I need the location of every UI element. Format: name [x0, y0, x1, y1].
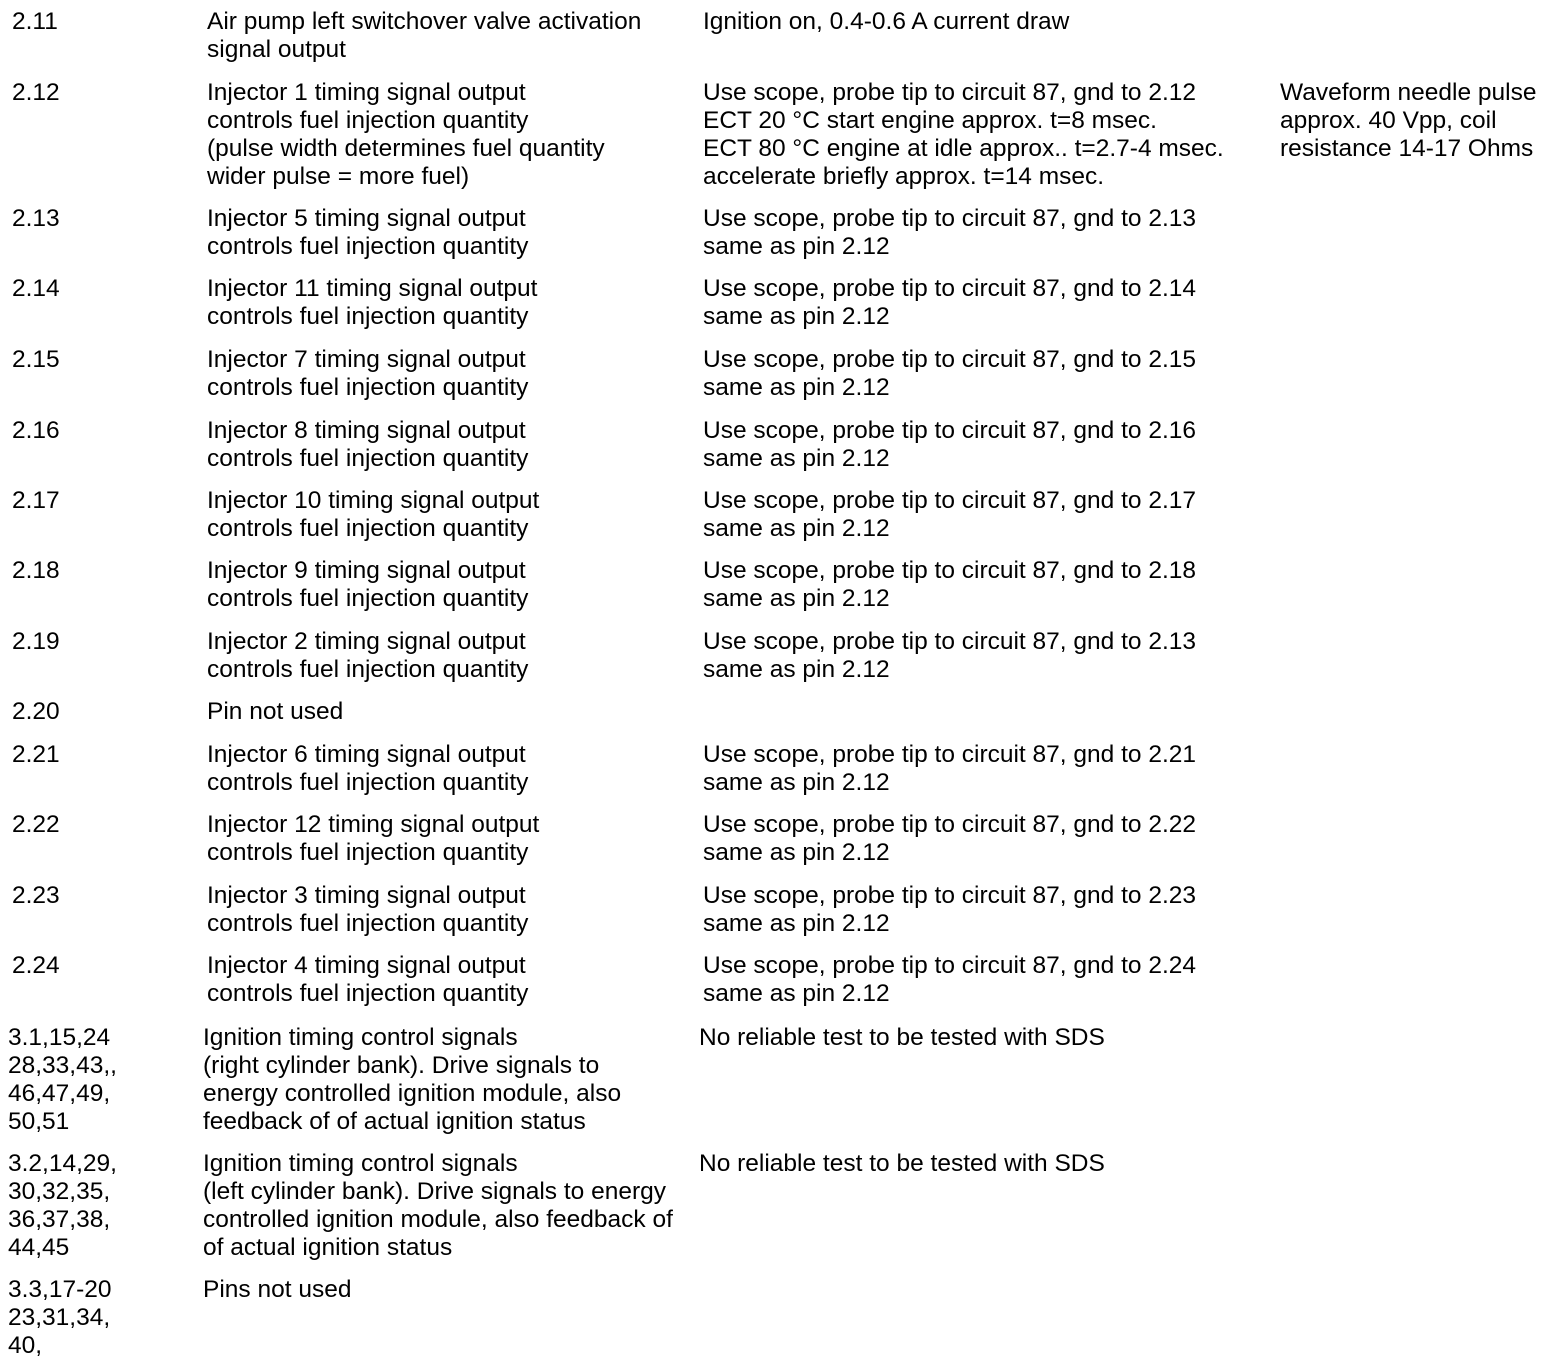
signal-description: Pin not used	[207, 698, 344, 725]
test-procedure: No reliable test to be tested with SDS	[699, 1024, 1105, 1051]
test-procedure: Use scope, probe tip to circuit 87, gnd to 2.21 same as pin 2.12	[703, 741, 1197, 796]
test-procedure: No reliable test to be tested with SDS	[699, 1150, 1105, 1177]
pin-number: 2.20	[12, 698, 60, 725]
pin-number: 2.24	[12, 952, 60, 979]
pin-number: 2.23	[12, 882, 60, 909]
signal-description: Injector 7 timing signal output controls fuel injection quantity	[207, 346, 529, 401]
signal-description: Injector 6 timing signal output controls fuel injection quantity	[207, 741, 529, 796]
signal-description: Ignition timing control signals (right cylinder bank). Drive signals to energy controlled ignition module, also feedback of of actual ignition status	[203, 1024, 622, 1135]
signal-description: Injector 3 timing signal output controls fuel injection quantity	[207, 882, 529, 937]
signal-description: Air pump left switchover valve activation signal output	[207, 8, 642, 63]
test-procedure: Use scope, probe tip to circuit 87, gnd to 2.17 same as pin 2.12	[703, 487, 1197, 542]
test-procedure: Use scope, probe tip to circuit 87, gnd to 2.13 same as pin 2.12	[703, 205, 1197, 260]
pin-number: 3.1,15,24 28,33,43,, 46,47,49, 50,51	[8, 1024, 117, 1135]
signal-description: Injector 10 timing signal output controls fuel injection quantity	[207, 487, 540, 542]
pin-number: 2.17	[12, 487, 60, 514]
signal-description: Injector 2 timing signal output controls fuel injection quantity	[207, 628, 529, 683]
pin-number: 3.3,17-20 23,31,34, 40,	[8, 1276, 112, 1359]
signal-description: Ignition timing control signals (left cylinder bank). Drive signals to energy controlled ignition module, also feedback of of actual ignition status	[203, 1150, 673, 1261]
test-procedure: Use scope, probe tip to circuit 87, gnd to 2.12 ECT 20 °C start engine approx. t=8 msec. ECT 80 °C engine at idle approx.. t=2.7-4 msec. accelerate briefly approx. t=14 msec.	[703, 79, 1224, 190]
signal-description: Injector 5 timing signal output controls fuel injection quantity	[207, 205, 529, 260]
test-procedure: Use scope, probe tip to circuit 87, gnd to 2.18 same as pin 2.12	[703, 557, 1197, 612]
test-procedure: Use scope, probe tip to circuit 87, gnd to 2.16 same as pin 2.12	[703, 417, 1197, 472]
test-procedure: Ignition on, 0.4-0.6 A current draw	[703, 8, 1070, 35]
pin-number: 2.15	[12, 346, 60, 373]
signal-description: Pins not used	[203, 1276, 352, 1303]
pin-number: 2.12	[12, 79, 60, 106]
pin-number: 2.14	[12, 275, 60, 302]
test-procedure: Use scope, probe tip to circuit 87, gnd to 2.24 same as pin 2.12	[703, 952, 1197, 1007]
pin-number: 2.19	[12, 628, 60, 655]
pin-number: 2.21	[12, 741, 60, 768]
pin-number: 2.18	[12, 557, 60, 584]
test-procedure: Use scope, probe tip to circuit 87, gnd to 2.15 same as pin 2.12	[703, 346, 1197, 401]
pin-number: 2.16	[12, 417, 60, 444]
test-procedure: Use scope, probe tip to circuit 87, gnd to 2.14 same as pin 2.12	[703, 275, 1197, 330]
signal-description: Injector 4 timing signal output controls fuel injection quantity	[207, 952, 529, 1007]
test-notes: Waveform needle pulse approx. 40 Vpp, coil resistance 14-17 Ohms	[1280, 79, 1537, 162]
signal-description: Injector 1 timing signal output controls fuel injection quantity (pulse width determines fuel quantity wider pulse = more fuel)	[207, 79, 605, 190]
test-procedure: Use scope, probe tip to circuit 87, gnd to 2.22 same as pin 2.12	[703, 811, 1197, 866]
signal-description: Injector 12 timing signal output controls fuel injection quantity	[207, 811, 540, 866]
test-procedure: Use scope, probe tip to circuit 87, gnd to 2.23 same as pin 2.12	[703, 882, 1197, 937]
pin-number: 3.2,14,29, 30,32,35, 36,37,38, 44,45	[8, 1150, 117, 1261]
pin-number: 2.22	[12, 811, 60, 838]
signal-description: Injector 8 timing signal output controls fuel injection quantity	[207, 417, 529, 472]
signal-description: Injector 9 timing signal output controls fuel injection quantity	[207, 557, 529, 612]
signal-description: Injector 11 timing signal output controls fuel injection quantity	[207, 275, 538, 330]
pin-number: 2.13	[12, 205, 60, 232]
test-procedure: Use scope, probe tip to circuit 87, gnd to 2.13 same as pin 2.12	[703, 628, 1197, 683]
pin-number: 2.11	[12, 8, 58, 35]
